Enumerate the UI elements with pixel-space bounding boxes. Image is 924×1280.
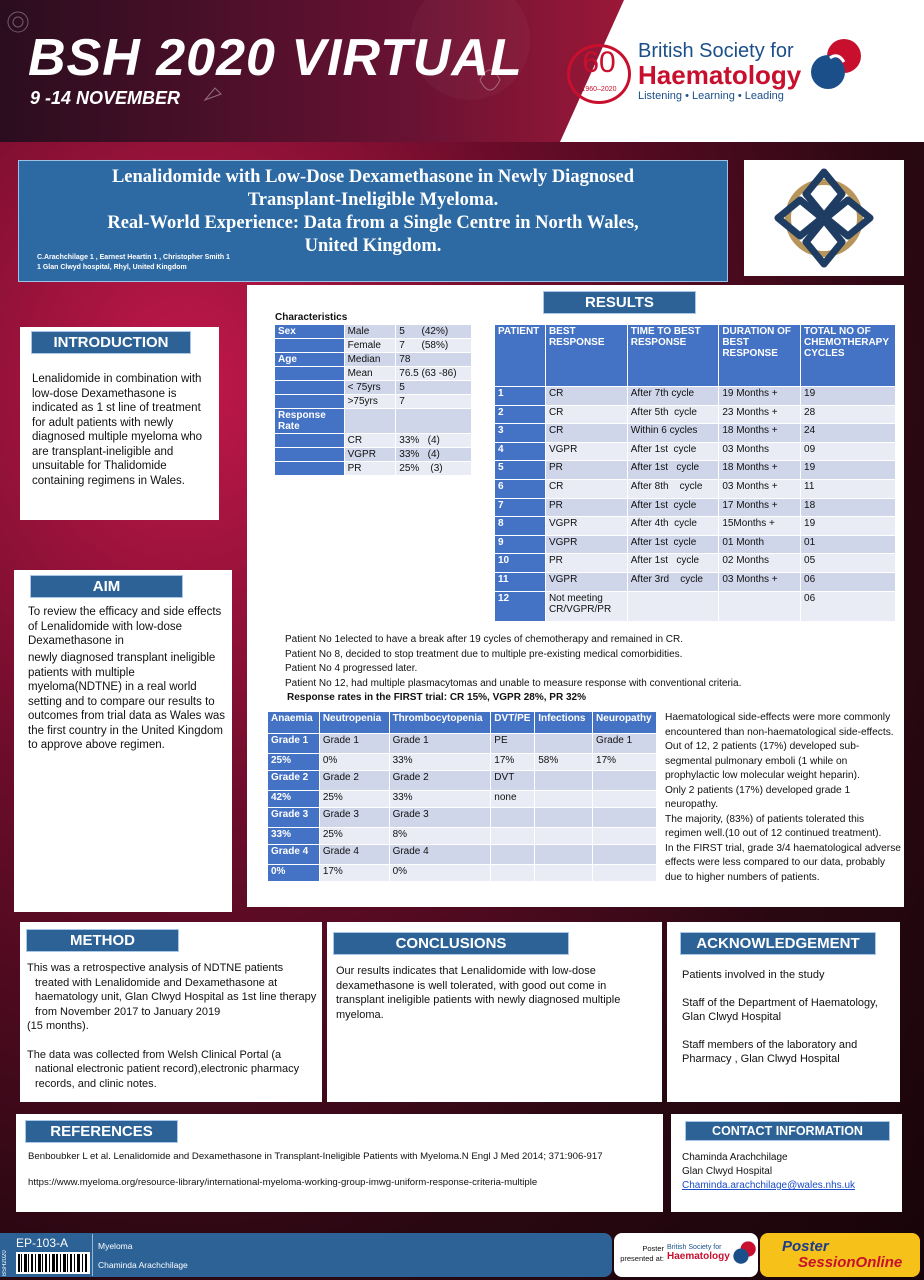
results-cell: 19 Months +: [719, 387, 801, 406]
characteristics-cell: Sex: [275, 325, 345, 339]
characteristics-cell: Mean: [344, 367, 396, 381]
results-cell: 09: [801, 442, 896, 461]
side-effects-row: [268, 828, 657, 845]
aim-heading: AIM: [30, 575, 183, 598]
side-effects-cell: [491, 808, 535, 828]
characteristics-cell: 7 (58%): [396, 339, 472, 353]
results-cell: 18 Months +: [719, 461, 801, 480]
results-cell: Not meeting CR/VGPR/PR: [545, 591, 627, 621]
contact-email-link[interactable]: Chaminda.arachchilage@wales.nhs.uk: [682, 1180, 856, 1191]
side-effects-table: [267, 711, 657, 882]
aim-text-2: newly diagnosed transplant ineligible patients with multiple myeloma(NDTNE) in a real world setting and to compare our results to outcomes from trial data as Wales was the first country in the United Kingdom to approve above regimen.: [28, 652, 226, 751]
side-effects-cell: [491, 845, 535, 865]
conclusions-heading: CONCLUSIONS: [333, 932, 569, 955]
hospital-crest-box: [744, 160, 904, 276]
side-effects-header-cell: DVT/PE: [491, 712, 535, 734]
presented-at-line1: Poster: [642, 1244, 664, 1253]
acknowledgement-item: Staff members of the laboratory and Pharmacy , Glan Clwyd Hospital: [682, 1038, 858, 1065]
reference-1: Benboubker L et al. Lenalidomide and Dexamethasone in Transplant-Ineligible Patients with Myeloma.N Engl J Med 2014; 371:906-917: [28, 1151, 603, 1162]
results-row: [495, 387, 896, 406]
characteristics-cell: [275, 367, 345, 381]
characteristics-row: [275, 381, 472, 395]
contact-org: Glan Clwyd Hospital: [682, 1166, 773, 1177]
characteristics-cell: >75yrs: [344, 395, 396, 409]
author-affiliation: 1 Glan Clwyd hospital, Rhyl, United Kingdom: [37, 264, 187, 271]
poster-authors: [37, 253, 230, 273]
results-row: [495, 424, 896, 443]
method-text-2: The data was collected from Welsh Clinical Portal (a national electronic patient record),electronic pharmacy records, and clinic notes.: [27, 1048, 300, 1090]
results-cell: After 1st cycle: [627, 498, 719, 517]
characteristics-row: [275, 325, 472, 339]
pso-brand-line1: Poster: [782, 1238, 829, 1255]
poster-id: EP-103-A: [16, 1236, 69, 1250]
method-text-1b: (15 months).: [27, 1020, 89, 1032]
results-cell: 18: [801, 498, 896, 517]
characteristics-cell: [275, 395, 345, 409]
society-logo-icon: [808, 36, 866, 94]
results-cell: 10: [495, 554, 546, 573]
characteristics-cell: 5 (42%): [396, 325, 472, 339]
results-cell: [627, 591, 719, 621]
results-header-cell: PATIENT: [495, 325, 546, 387]
side-effects-summary: Haematological side-effects were more commonly encountered than non-haematological side-effects. Out of 12, 2 patients (17%) developed sub-segmental pulmonary emboli (1 while on prophylactic low molecular weight heparin). Only 2 patients (17%) developed grade 1 neuropathy. The majority, (83%) of patients tolerated this regimen well.(10 out of 12 continued treatment). In the FIRST trial, grade 3/4 haematological adverse effects were less compared to our data, probably due to higher numbers of patients.: [665, 712, 901, 883]
results-cell: 7: [495, 498, 546, 517]
characteristics-cell: [396, 409, 472, 434]
results-row: [495, 405, 896, 424]
side-effects-cell: [491, 865, 535, 882]
contact-heading: CONTACT INFORMATION: [685, 1121, 890, 1141]
method-heading: METHOD: [26, 929, 179, 952]
results-cell: 23 Months +: [719, 405, 801, 424]
references-heading: REFERENCES: [25, 1120, 178, 1143]
results-cell: 06: [801, 591, 896, 621]
pso-brand-line2: SessionOnline: [798, 1254, 903, 1271]
results-cell: 19: [801, 461, 896, 480]
side-effects-cell: [535, 865, 593, 882]
characteristics-cell: < 75yrs: [344, 381, 396, 395]
results-cell: 01 Month: [719, 535, 801, 554]
results-cell: 6: [495, 479, 546, 498]
anniversary-years: 1960–2020: [581, 86, 617, 93]
results-cell: CR: [545, 387, 627, 406]
results-cell: 06: [801, 572, 896, 591]
results-cell: After 5th cycle: [627, 405, 719, 424]
results-cell: 18 Months +: [719, 424, 801, 443]
results-cell: 17 Months +: [719, 498, 801, 517]
results-cell: CR: [545, 424, 627, 443]
note-patient-1: Patient No 1elected to have a break after 19 cycles of chemotherapy and remained in CR.: [285, 634, 684, 645]
results-cell: 11: [495, 572, 546, 591]
characteristics-cell: [275, 462, 345, 476]
results-cell: 28: [801, 405, 896, 424]
results-cell: 11: [801, 479, 896, 498]
side-effects-cell: [535, 791, 593, 808]
results-cell: 03 Months: [719, 442, 801, 461]
characteristics-cell: PR: [344, 462, 396, 476]
results-cell: After 7th cycle: [627, 387, 719, 406]
side-effects-header-cell: Thrombocytopenia: [389, 712, 491, 734]
society-name-line1: British Society for: [638, 40, 794, 62]
barcode-icon: [16, 1252, 90, 1274]
side-effects-row: [268, 845, 657, 865]
presented-at-line2: presented at:: [620, 1254, 664, 1263]
side-effects-cell: 0%: [319, 754, 389, 771]
results-row: [495, 554, 896, 573]
characteristics-cell: [275, 339, 345, 353]
side-effects-row: [268, 771, 657, 791]
acknowledgement-item: Staff of the Department of Haematology, Glan Clwyd Hospital: [682, 996, 878, 1023]
conclusions-text: Our results indicates that Lenalidomide with low-dose dexamethasone is well tolerated, with good out come in transplant ineligible patients with newly diagnosed multiple myeloma.: [336, 965, 621, 1021]
note-patient-4: Patient No 4 progressed later.: [285, 663, 418, 674]
results-cell: PR: [545, 498, 627, 517]
footer-side-code: BSH2020: [2, 1250, 8, 1276]
characteristics-cell: [275, 434, 345, 448]
side-effects-cell: [535, 808, 593, 828]
side-effects-cell: 17%: [593, 754, 657, 771]
results-cell: After 8th cycle: [627, 479, 719, 498]
acknowledgement-list: [682, 968, 894, 1067]
side-effects-cell: Grade 3: [319, 808, 389, 828]
side-effects-header-cell: Infections: [535, 712, 593, 734]
results-cell: 02 Months: [719, 554, 801, 573]
society-tagline: Listening • Learning • Leading: [638, 90, 784, 102]
results-cell: 19: [801, 387, 896, 406]
results-notes: [285, 633, 885, 706]
results-cell: 05: [801, 554, 896, 573]
side-effects-cell: Grade 4: [268, 845, 320, 865]
results-cell: CR: [545, 479, 627, 498]
side-effects-cell: Grade 4: [389, 845, 491, 865]
results-row: [495, 591, 896, 621]
results-cell: 8: [495, 517, 546, 536]
results-cell: VGPR: [545, 442, 627, 461]
side-effects-header-cell: Anaemia: [268, 712, 320, 734]
characteristics-cell: 7: [396, 395, 472, 409]
side-effects-cell: [535, 771, 593, 791]
characteristics-row: [275, 434, 472, 448]
side-effects-cell: 58%: [535, 754, 593, 771]
results-row: [495, 498, 896, 517]
results-cell: [719, 591, 801, 621]
results-row: [495, 572, 896, 591]
side-effects-cell: 42%: [268, 791, 320, 808]
side-effects-row: [268, 754, 657, 771]
results-header-cell: TOTAL NO OF CHEMOTHERAPY CYCLES: [801, 325, 896, 387]
characteristics-cell: Male: [344, 325, 396, 339]
characteristics-cell: [344, 409, 396, 434]
note-patient-12: Patient No 12, had multiple plasmacytomas and unable to measure response with conventional criteria.: [285, 677, 742, 689]
characteristics-cell: 76.5 (63 -86): [396, 367, 472, 381]
characteristics-cell: Female: [344, 339, 396, 353]
characteristics-cell: 33% (4): [396, 448, 472, 462]
conference-title: BSH 2020 VIRTUAL: [28, 29, 523, 87]
results-header-cell: DURATION OF BEST RESPONSE: [719, 325, 801, 387]
results-heading: RESULTS: [543, 291, 696, 314]
results-cell: 3: [495, 424, 546, 443]
results-table: [494, 324, 896, 622]
characteristics-cell: 25% (3): [396, 462, 472, 476]
characteristics-cell: 5: [396, 381, 472, 395]
side-effects-cell: 17%: [491, 754, 535, 771]
side-effects-cell: DVT: [491, 771, 535, 791]
results-cell: 24: [801, 424, 896, 443]
results-cell: VGPR: [545, 535, 627, 554]
side-effects-cell: Grade 3: [389, 808, 491, 828]
side-effects-cell: [491, 828, 535, 845]
side-effects-cell: [535, 828, 593, 845]
contact-info: [682, 1151, 855, 1193]
results-cell: PR: [545, 461, 627, 480]
results-cell: CR: [545, 405, 627, 424]
results-cell: 01: [801, 535, 896, 554]
side-effects-cell: Grade 4: [319, 845, 389, 865]
results-row: [495, 479, 896, 498]
results-row: [495, 461, 896, 480]
results-header-cell: BEST RESPONSE: [545, 325, 627, 387]
results-cell: Within 6 cycles: [627, 424, 719, 443]
characteristics-row: [275, 448, 472, 462]
anniversary-number: 60: [582, 46, 616, 79]
side-effects-cell: Grade 1: [319, 734, 389, 754]
characteristics-cell: Median: [344, 353, 396, 367]
side-effects-cell: 33%: [268, 828, 320, 845]
aim-text-1: To review the efficacy and side effects of Lenalidomide with low-dose Dexamethasone in: [28, 606, 222, 647]
side-effects-cell: [593, 808, 657, 828]
footer-society-logo-icon: [732, 1240, 758, 1266]
results-cell: VGPR: [545, 572, 627, 591]
results-cell: 12: [495, 591, 546, 621]
characteristics-cell: Age: [275, 353, 345, 367]
side-effects-cell: [535, 734, 593, 754]
side-effects-cell: 17%: [319, 865, 389, 882]
side-effects-cell: [593, 791, 657, 808]
results-row: [495, 517, 896, 536]
side-effects-row: [268, 808, 657, 828]
results-cell: 9: [495, 535, 546, 554]
results-cell: After 1st cycle: [627, 535, 719, 554]
characteristics-cell: [275, 448, 345, 462]
characteristics-table: [274, 324, 472, 476]
side-effects-cell: [593, 828, 657, 845]
method-text: [27, 961, 317, 1091]
characteristics-row: [275, 339, 472, 353]
side-effects-cell: 0%: [268, 865, 320, 882]
society-name-line2: Haematology: [638, 60, 802, 90]
results-cell: 15Months +: [719, 517, 801, 536]
footer-presenter: Chaminda Arachchilage: [98, 1260, 188, 1270]
introduction-heading: INTRODUCTION: [31, 331, 191, 354]
characteristics-cell: 78: [396, 353, 472, 367]
characteristics-row: [275, 367, 472, 381]
side-effects-cell: Grade 1: [593, 734, 657, 754]
characteristics-cell: CR: [344, 434, 396, 448]
characteristics-row: [275, 395, 472, 409]
characteristics-cell: Response Rate: [275, 409, 345, 434]
side-effects-cell: 25%: [319, 791, 389, 808]
results-cell: After 1st cycle: [627, 442, 719, 461]
characteristics-cell: [275, 381, 345, 395]
footer-society-line1: British Society for: [667, 1244, 722, 1251]
side-effects-header-cell: Neutropenia: [319, 712, 389, 734]
reference-2: https://www.myeloma.org/resource-library/international-myeloma-working-group-imwg-uniform-response-criteria-multiple: [28, 1177, 538, 1188]
characteristics-title: Characteristics: [275, 312, 348, 323]
characteristics-cell: VGPR: [344, 448, 396, 462]
side-effects-cell: none: [491, 791, 535, 808]
side-effects-cell: 33%: [389, 754, 491, 771]
side-effects-cell: [593, 771, 657, 791]
acknowledgement-heading: ACKNOWLEDGEMENT: [680, 932, 876, 955]
results-header-cell: TIME TO BEST RESPONSE: [627, 325, 719, 387]
conference-dates: 9 -14 NOVEMBER: [30, 88, 181, 108]
side-effects-row: [268, 734, 657, 754]
results-cell: 19: [801, 517, 896, 536]
side-effects-row: [268, 791, 657, 808]
footer-divider: [92, 1234, 93, 1276]
side-effects-cell: Grade 2: [268, 771, 320, 791]
presented-at-label: [618, 1244, 664, 1264]
results-cell: 03 Months +: [719, 479, 801, 498]
characteristics-row: [275, 409, 472, 434]
celtic-knot-icon: [774, 164, 874, 272]
results-cell: VGPR: [545, 517, 627, 536]
acknowledgement-item: Patients involved in the study: [682, 969, 825, 981]
side-effects-header-cell: Neuropathy: [593, 712, 657, 734]
side-effects-cell: Grade 1: [389, 734, 491, 754]
side-effects-cell: Grade 2: [319, 771, 389, 791]
characteristics-row: [275, 353, 472, 367]
side-effects-cell: PE: [491, 734, 535, 754]
side-effects-cell: [535, 845, 593, 865]
side-effects-cell: 25%: [268, 754, 320, 771]
side-effects-cell: 0%: [389, 865, 491, 882]
results-cell: After 1st cycle: [627, 461, 719, 480]
characteristics-cell: 33% (4): [396, 434, 472, 448]
side-effects-cell: [593, 865, 657, 882]
side-effects-cell: 33%: [389, 791, 491, 808]
side-effects-cell: [593, 845, 657, 865]
side-effects-row: [268, 865, 657, 882]
results-cell: 03 Months +: [719, 572, 801, 591]
side-effects-cell: 8%: [389, 828, 491, 845]
results-row: [495, 442, 896, 461]
results-cell: After 3rd cycle: [627, 572, 719, 591]
results-cell: After 1st cycle: [627, 554, 719, 573]
contact-name: Chaminda Arachchilage: [682, 1152, 788, 1163]
side-effects-cell: Grade 3: [268, 808, 320, 828]
results-cell: 1: [495, 387, 546, 406]
results-cell: 2: [495, 405, 546, 424]
results-cell: 5: [495, 461, 546, 480]
side-effects-cell: Grade 2: [389, 771, 491, 791]
footer-category: Myeloma: [98, 1241, 133, 1251]
side-effects-cell: Grade 1: [268, 734, 320, 754]
results-row: [495, 535, 896, 554]
results-cell: 4: [495, 442, 546, 461]
characteristics-row: [275, 462, 472, 476]
poster-title: Lenalidomide with Low-Dose Dexamethasone in Newly Diagnosed Transplant-Ineligible Myeloma. Real-World Experience: Data from a Single Centre in North Wales, United Kingdom.: [107, 167, 639, 256]
results-cell: PR: [545, 554, 627, 573]
footer-society-line2: Haematology: [667, 1251, 730, 1262]
results-cell: After 4th cycle: [627, 517, 719, 536]
introduction-text: Lenalidomide in combination with low-dose Dexamethasone is indicated as 1 st line of treatment for adult patients with newly diagnosed multiple myeloma who are transplant-ineligible and unsuitable for Thalidomide containing regimens in Wales.: [32, 373, 203, 487]
note-patient-8: Patient No 8, decided to stop treatment due to multiple pre-existing medical comorbidities.: [285, 648, 683, 660]
author-list: C.Arachchilage 1 , Earnest Heartin 1 , Christopher Smith 1: [37, 254, 230, 261]
trial-response-note: Response rates in the FIRST trial: CR 15%, VGPR 28%, PR 32%: [287, 692, 586, 703]
method-text-1: This was a retrospective analysis of NDTNE patients treated with Lenalidomide and Dexamethasone at haematology unit, Glan Clwyd Hospital as 1st line therapy from November 2017 to January 2019: [27, 962, 317, 1018]
side-effects-cell: 25%: [319, 828, 389, 845]
